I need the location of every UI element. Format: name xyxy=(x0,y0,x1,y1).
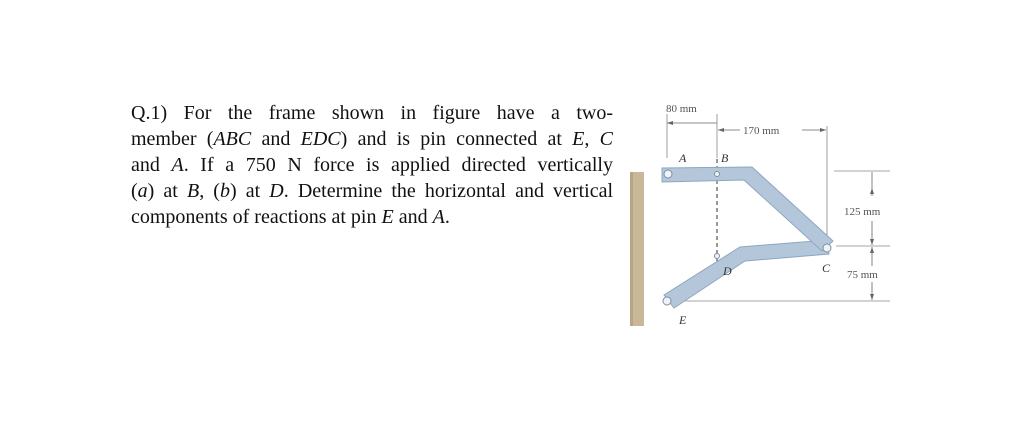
dim-arrow-125-down xyxy=(870,239,874,245)
question-line-1: Q.1) For the frame shown in figure have a two- xyxy=(131,102,613,124)
wall-shade xyxy=(630,172,633,326)
pin-d xyxy=(715,254,720,259)
dim-arrow-170-right xyxy=(820,128,826,132)
dim-arrow-75-down xyxy=(870,294,874,300)
dim-arrow-75-up xyxy=(870,247,874,253)
dim-label-125: 125 mm xyxy=(844,206,881,218)
question-line-2: member (ABC and EDC) and is pin connected at E, C xyxy=(131,128,613,150)
question-line-3: and A. If a 750 N force is applied directed vertically xyxy=(131,154,613,176)
pin-b xyxy=(715,172,720,177)
question-line-5: components of reactions at pin E and A. xyxy=(131,206,450,228)
dim-arrow-125-up xyxy=(870,188,874,194)
point-label-b: B xyxy=(721,151,729,165)
dim-label-170: 170 mm xyxy=(743,125,780,137)
dim-arrow-170-left xyxy=(718,128,724,132)
member-edc xyxy=(664,240,829,308)
question-line-4: (a) at B, (b) at D. Determine the horizontal and vertical xyxy=(131,180,614,202)
member-abc xyxy=(662,167,833,251)
dim-arrow-80-left xyxy=(667,121,673,125)
frame-diagram xyxy=(622,96,912,336)
point-label-a: A xyxy=(679,151,687,165)
dim-label-75: 75 mm xyxy=(847,269,878,281)
pin-c xyxy=(823,244,831,252)
frame-figure xyxy=(622,96,912,336)
pin-e xyxy=(663,297,671,305)
point-label-e: E xyxy=(679,313,687,327)
pin-a xyxy=(664,170,672,178)
point-label-c: C xyxy=(822,261,831,275)
point-label-d: D xyxy=(723,264,732,278)
dim-label-80: 80 mm xyxy=(666,103,697,115)
question-text xyxy=(131,100,613,230)
